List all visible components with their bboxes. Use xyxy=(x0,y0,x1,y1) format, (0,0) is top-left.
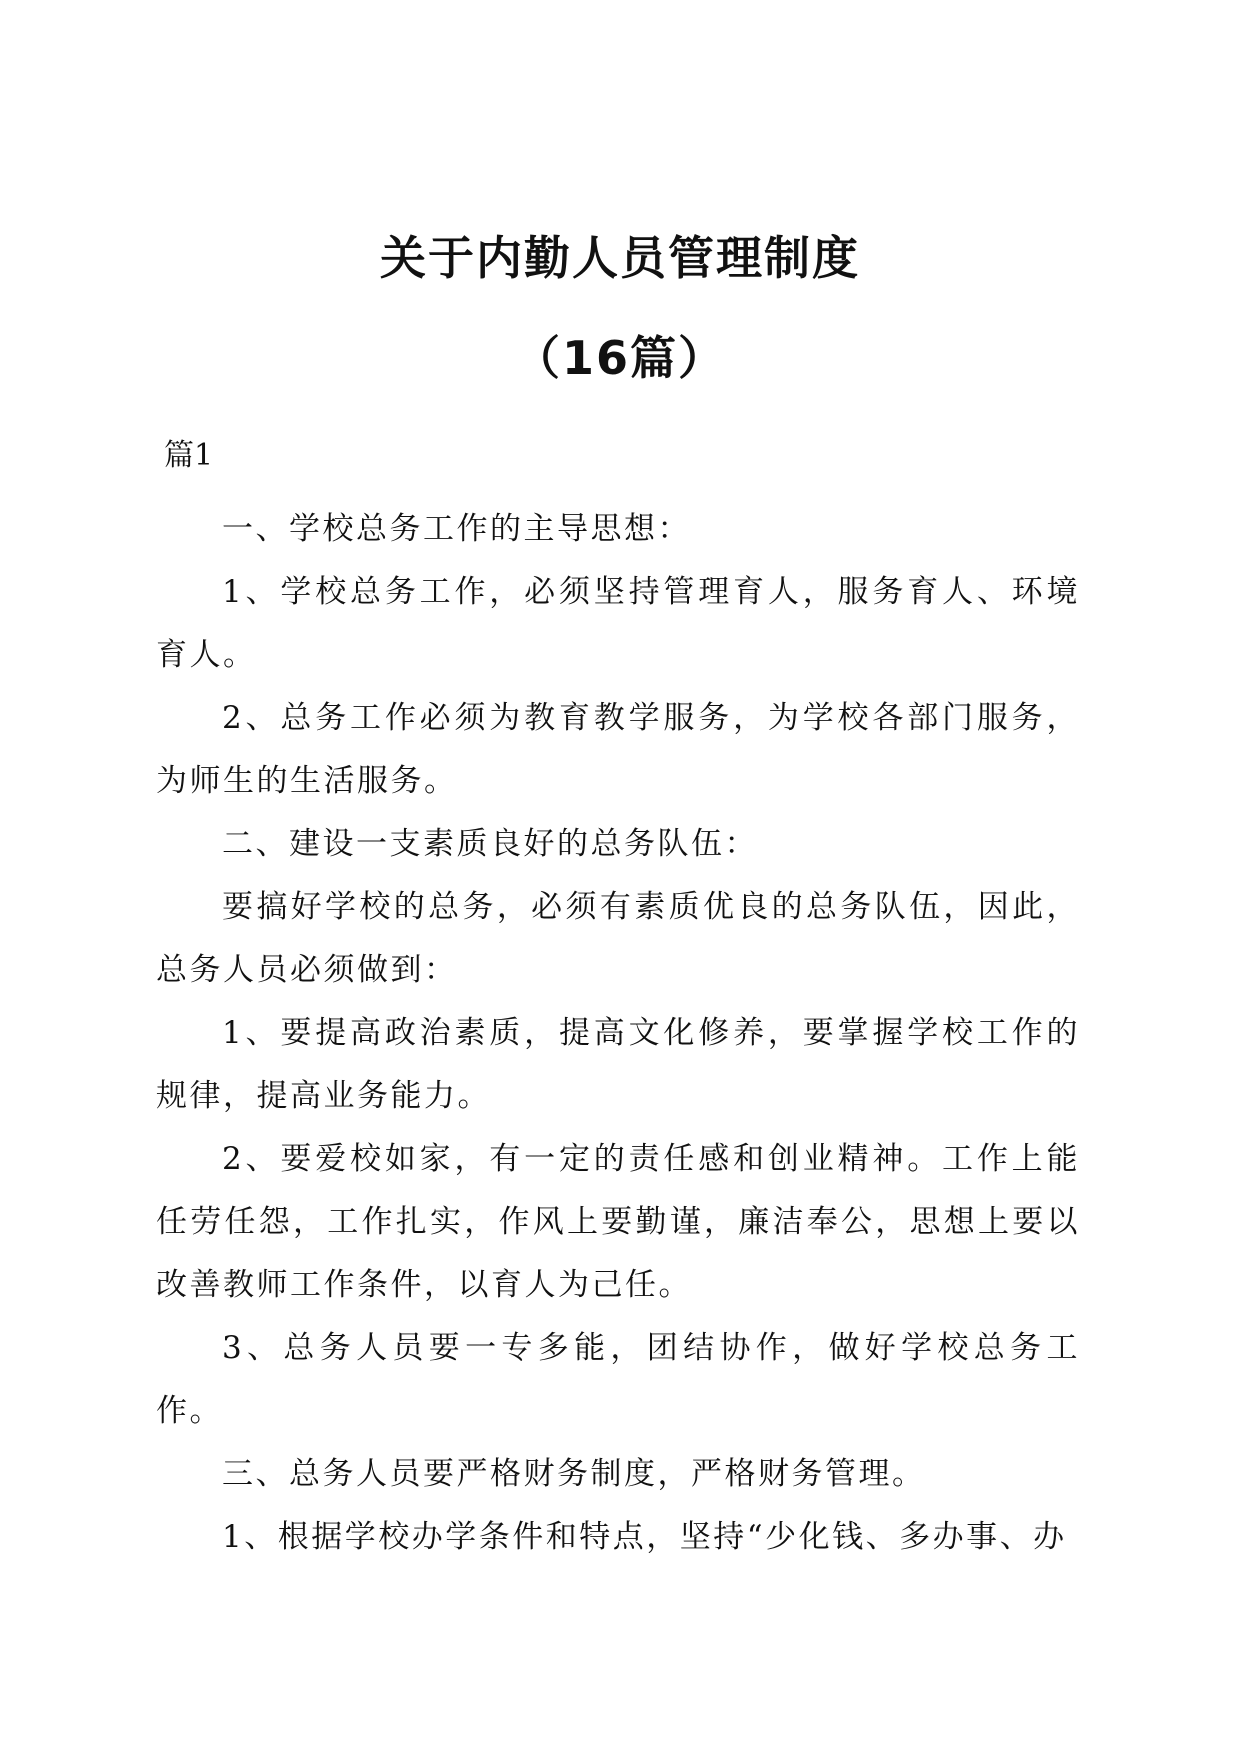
paragraph: 3、总务人员要一专多能，团结协作，做好学校总务工作。 xyxy=(156,1330,1080,1429)
section-label: 篇1 xyxy=(164,438,214,473)
document-subtitle: （16篇） xyxy=(513,331,726,385)
paragraph: 2、总务工作必须为教育教学服务，为学校各部门服务，为师生的生活服务。 xyxy=(156,700,1080,799)
paragraph: 2、要爱校如家，有一定的责任感和创业精神。工作上能任劳任怨，工作扎实，作风上要勤谨，廉洁奉公，思想上要以改善教师工作条件，以育人为己任。 xyxy=(156,1141,1080,1303)
document-title: 关于内勤人员管理制度 xyxy=(380,231,860,285)
paragraph: 要搞好学校的总务，必须有素质优良的总务队伍，因此，总务人员必须做到： xyxy=(156,889,1080,988)
paragraph: 一、学校总务工作的主导思想： xyxy=(222,511,691,547)
paragraph: 1、学校总务工作，必须坚持管理育人，服务育人、环境育人。 xyxy=(156,574,1080,673)
paragraph: 1、要提高政治素质，提高文化修养，要掌握学校工作的规律，提高业务能力。 xyxy=(156,1015,1080,1114)
paragraph: 三、总务人员要严格财务制度，严格财务管理。 xyxy=(222,1456,926,1492)
paragraph: 1、根据学校办学条件和特点，坚持“少化钱、多办事、办 xyxy=(222,1519,1067,1555)
paragraph: 二、建设一支素质良好的总务队伍： xyxy=(222,826,758,862)
document-body xyxy=(156,498,1080,1569)
